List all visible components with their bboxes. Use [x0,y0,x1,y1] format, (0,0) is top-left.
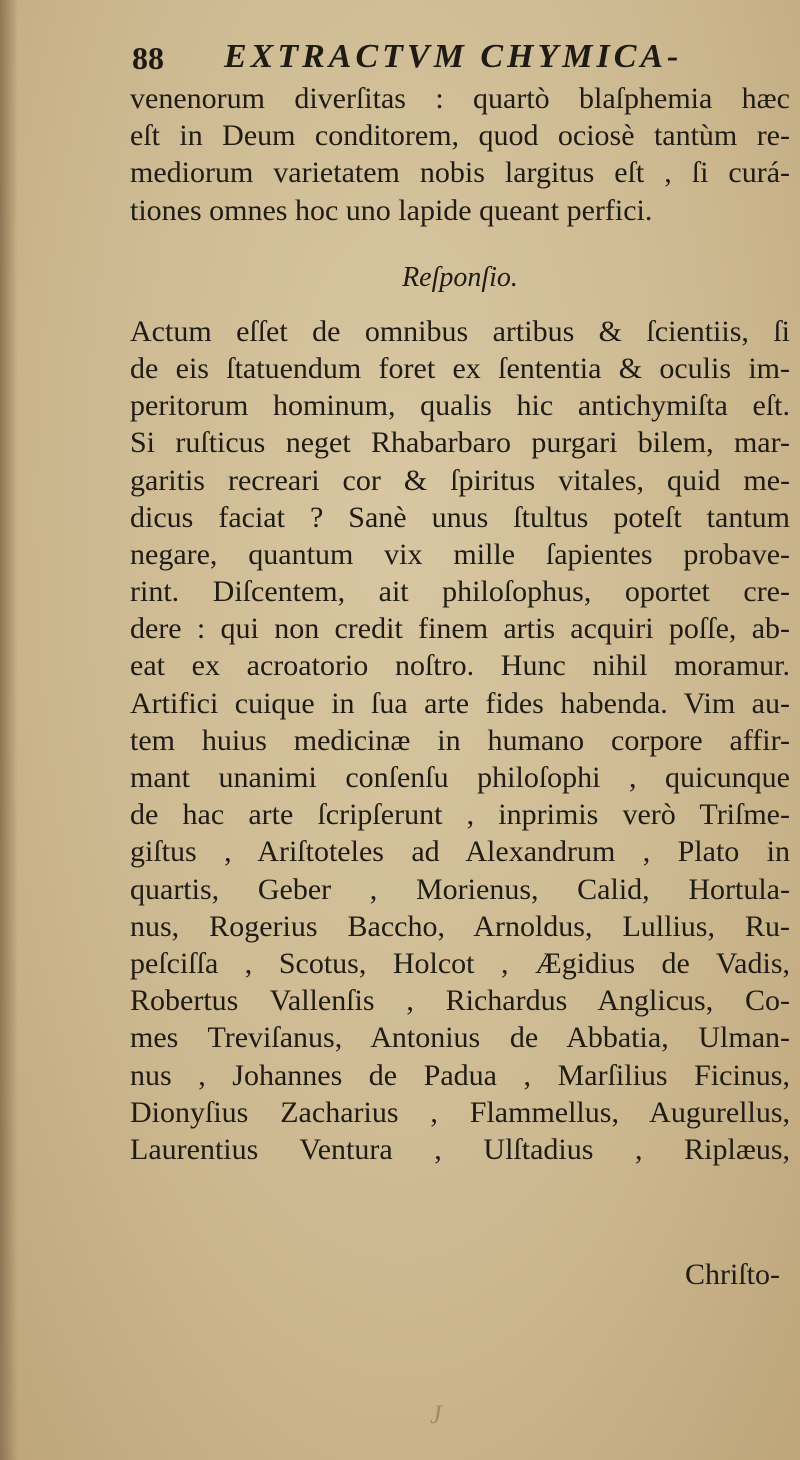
paragraph-2 [130,313,790,1168]
text-line: rint. Diſcentem, ait philoſophus, oportet cre- [130,575,790,609]
text-line: dere : qui non credit finem artis acquiri poſſe, ab- [130,612,790,646]
text-line: Dionyſius Zacharius , Flammellus, Augurellus, [130,1095,790,1129]
text-line: dicus faciat ? Sanè unus ſtultus poteſt tantum [130,500,790,534]
text-line: quartis, Geber , Morienus, Calid, Hortula- [130,872,790,906]
page-header [132,36,772,86]
text-line: Robertus Vallenſis , Richardus Anglicus, Co- [130,984,790,1018]
text-line: tiones omnes hoc uno lapide queant perfici. [130,193,653,227]
text-block [130,80,790,1168]
text-line: peritorum hominum, qualis hic antichymiſta eſt. [130,389,790,423]
text-line: Actum eſſet de omnibus artibus & ſcientiis, ſi [130,314,790,348]
text-line: garitis recreari cor & ſpiritus vitales, quid me- [130,463,790,497]
text-line: negare, quantum vix mille ſapientes probave- [130,537,790,571]
text-line: mes Treviſanus, Antonius de Abbatia, Ulman- [130,1021,790,1055]
section-heading: Reſponſio. [402,261,518,293]
text-line: Si ruſticus neget Rhabarbaro purgari bilem, mar- [130,426,790,460]
text-line: eſt in Deum conditorem, quod ociosè tantùm re- [130,119,790,153]
text-line: nus, Rogerius Baccho, Arnoldus, Lullius, Ru- [130,909,790,943]
text-line: tem huius medicinæ in humano corpore affir- [130,723,790,757]
text-line: nus , Johannes de Padua , Marſilius Ficinus, [130,1058,790,1092]
page-edge-shadow [0,0,18,1460]
text-line: peſciſſa , Scotus, Holcot , Ægidius de Vadis, [130,946,790,980]
text-line: mediorum varietatem nobis largitus eſt , ſi curá- [130,156,790,190]
text-line: Artifici cuique in ſua arte fides habenda. Vim au- [130,686,790,720]
text-line: eat ex acroatorio noſtro. Hunc nihil moramur. [130,649,790,683]
running-head: EXTRACTVM CHYMICA- [224,38,683,75]
catchword: Chriſto- [685,1258,780,1291]
text-line: mant unanimi conſenſu philoſophi , quicunque [130,761,790,794]
text-line: giſtus , Ariſtoteles ad Alexandrum , Plato in [130,835,790,869]
text-line: de eis ſtatuendum foret ex ſententia & oculis im- [130,351,790,385]
text-line: venenorum diverſitas : quartò blaſphemia hæc [130,82,790,115]
text-line: de hac arte ſcripſerunt , inprimis verò Triſme- [130,798,790,832]
page-number: 88 [132,40,164,76]
text-line: Laurentius Ventura , Ulſtadius , Riplæus, [130,1132,790,1166]
bottom-mark: J [430,1400,442,1429]
paragraph-1 [130,80,790,229]
